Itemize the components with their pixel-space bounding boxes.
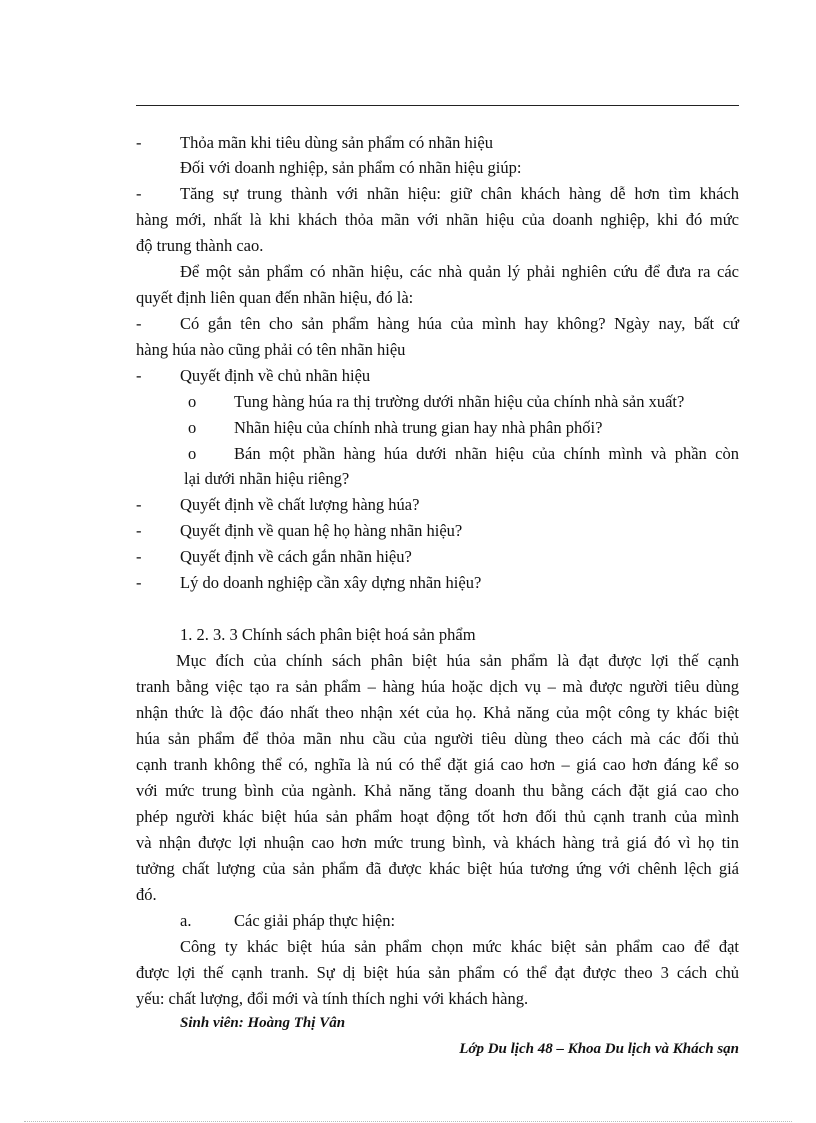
subsection-label: a. <box>180 911 192 930</box>
list-item: Quyết định về cách gắn nhãn hiệu? <box>180 547 412 566</box>
dash-marker: - <box>136 495 142 514</box>
list-item: Thỏa mãn khi tiêu dùng sản phẩm có nhãn hiệu <box>180 133 493 152</box>
sub-list-item: Nhãn hiệu của chính nhà trung gian hay nhà phân phối? <box>234 418 603 437</box>
paragraph-line: phép người khác biệt húa sản phẩm hoạt động tốt hơn đối thủ cạnh tranh của mình <box>136 807 739 826</box>
paragraph-line: hàng mới, nhất là khi khách thỏa mãn với nhãn hiệu của doanh nghiệp, khi đó mức <box>136 210 739 229</box>
page-bottom-border <box>24 1121 792 1122</box>
paragraph-line: Để một sản phẩm có nhãn hiệu, các nhà quản lý phải nghiên cứu để đưa ra các <box>180 262 739 281</box>
paragraph-line: và nhận được lợi nhuận cao hơn mức trung bình, và khách hàng trả giá đó vì họ tin <box>136 833 739 852</box>
list-item: Tăng sự trung thành với nhãn hiệu: giữ chân khách hàng dễ hơn tìm khách <box>180 184 739 203</box>
dash-marker: - <box>136 133 142 152</box>
paragraph-line: tranh bằng việc tạo ra sản phẩm – hàng húa hoặc dịch vụ – mà được người tiêu dùng <box>136 677 739 696</box>
paragraph-line: với mức trung bình của ngành. Khả năng tăng doanh thu bằng cách đặt giá cao cho <box>136 781 739 800</box>
dash-marker: - <box>136 314 142 333</box>
bullet-marker: o <box>188 418 197 437</box>
header-rule <box>136 105 739 106</box>
list-item: Lý do doanh nghiệp cần xây dựng nhãn hiệu? <box>180 573 482 592</box>
footer-class: Lớp Du lịch 48 – Khoa Du lịch và Khách sạn <box>459 1041 739 1057</box>
bullet-marker: o <box>188 444 197 463</box>
paragraph-line: đó. <box>136 885 157 904</box>
paragraph-line: tưởng chất lượng của sản phẩm đã được khác biệt húa tương ứng với chênh lệch giá <box>136 859 739 878</box>
paragraph-line: Đối với doanh nghiệp, sản phẩm có nhãn hiệu giúp: <box>180 158 522 177</box>
paragraph-line: Công ty khác biệt húa sản phẩm chọn mức khác biệt sản phẩm cao để đạt <box>180 937 739 956</box>
subsection-heading: Các giải pháp thực hiện: <box>234 911 396 930</box>
section-heading: 1. 2. 3. 3 Chính sách phân biệt hoá sản phẩm <box>180 625 476 644</box>
sub-list-item: Bán một phần hàng húa dưới nhãn hiệu của chính mình và phần còn <box>234 444 739 463</box>
paragraph-line: độ trung thành cao. <box>136 236 264 255</box>
list-item: Quyết định về chủ nhãn hiệu <box>180 366 371 385</box>
paragraph-line: húa sản phẩm để thỏa mãn nhu cầu của người tiêu dùng theo cách mà các đối thủ <box>136 729 739 748</box>
paragraph-line: cạnh tranh không thể có, nghĩa là nú có thể đặt giá cao hơn – giá cao hơn đáng kể so <box>136 755 739 774</box>
dash-marker: - <box>136 573 142 592</box>
paragraph-line: được lợi thế cạnh tranh. Sự dị biệt húa sản phẩm có thể đạt được theo 3 cách chủ <box>136 963 739 982</box>
dash-marker: - <box>136 366 142 385</box>
paragraph-line: hàng húa nào cũng phải có tên nhãn hiệu <box>136 340 406 359</box>
paragraph-line: nhận thức là độc đáo nhất theo nhận xét của họ. Khả năng của một công ty khác biệt <box>136 703 739 722</box>
paragraph-line: Mục đích của chính sách phân biệt húa sản phẩm là đạt được lợi thế cạnh <box>176 651 739 670</box>
dash-marker: - <box>136 547 142 566</box>
list-item: Quyết định về quan hệ họ hàng nhãn hiệu? <box>180 521 463 540</box>
footer-student: Sinh viên: Hoàng Thị Vân <box>180 1015 346 1031</box>
dash-marker: - <box>136 521 142 540</box>
paragraph-line: quyết định liên quan đến nhãn hiệu, đó là: <box>136 288 414 307</box>
list-item: Quyết định về chất lượng hàng húa? <box>180 495 420 514</box>
bullet-marker: o <box>188 392 197 411</box>
list-item: Có gắn tên cho sản phẩm hàng húa của mình hay không? Ngày nay, bất cứ <box>180 314 739 333</box>
paragraph-line: yếu: chất lượng, đổi mới và tính thích nghi với khách hàng. <box>136 989 529 1008</box>
dash-marker: - <box>136 184 142 203</box>
sub-list-item: Tung hàng húa ra thị trường dưới nhãn hiệu của chính nhà sản xuất? <box>234 392 685 411</box>
sub-list-item-continuation: lại dưới nhãn hiệu riêng? <box>184 469 350 488</box>
